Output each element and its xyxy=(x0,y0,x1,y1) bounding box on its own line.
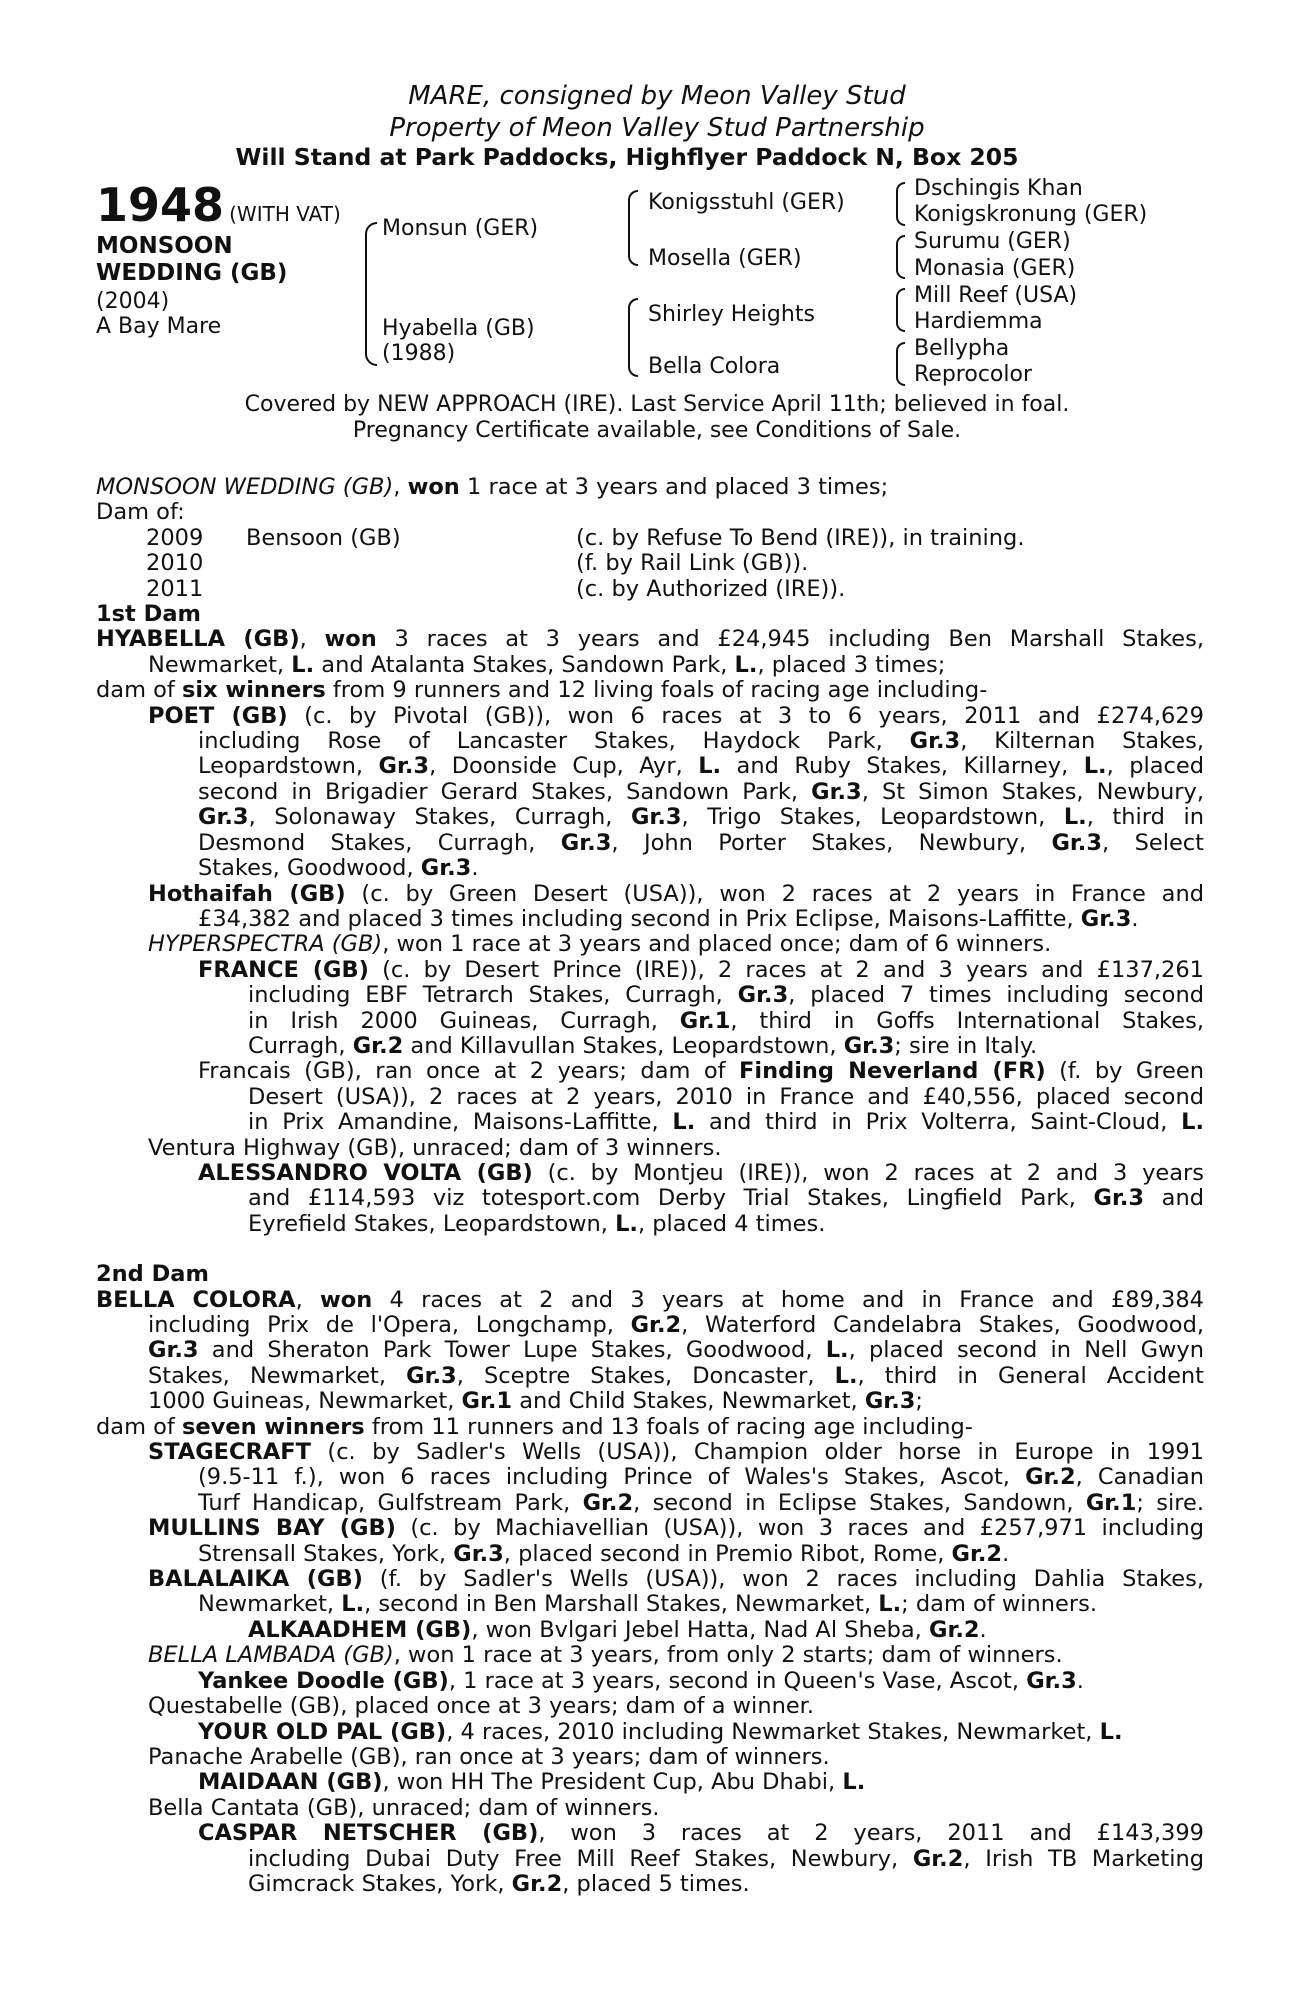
pedigree-brace-ds xyxy=(896,288,905,332)
france-line: including EBF Tetrarch Stakes, Curragh, Gr.3, placed 7 times including second xyxy=(248,982,1204,1009)
stagecraft-line: (9.5-11 f.), won 6 races including Prince of Wales's Stakes, Ascot, Gr.2, Canadian xyxy=(198,1464,1204,1491)
pedigree-dam: Hyabella (GB) xyxy=(382,316,535,341)
stagecraft-line: Turf Handicap, Gulfstream Park, Gr.2, second in Eclipse Stakes, Sandown, Gr.1; sire. xyxy=(198,1489,1204,1516)
horse-name-2: WEDDING (GB) xyxy=(96,260,288,286)
yankee-line: Yankee Doodle (GB), 1 race at 3 years, second in Queen's Vase, Ascot, Gr.3. xyxy=(198,1667,1084,1694)
covered-line2: Pregnancy Certificate available, see Conditions of Sale. xyxy=(352,418,962,443)
header-consignor: MARE, consigned by Meon Valley Stud xyxy=(408,81,906,111)
second-dam-line: BELLA COLORA, won 4 races at 2 and 3 years at home and in France and £89,384 xyxy=(96,1286,1204,1313)
first-dam-heading: 1st Dam xyxy=(96,601,201,628)
poet-line: Gr.3, Solonaway Stakes, Curragh, Gr.3, Trigo Stakes, Leopardstown, L., third in xyxy=(198,804,1204,831)
horse-description: A Bay Mare xyxy=(96,314,222,339)
pedigree-sd: Mosella (GER) xyxy=(648,246,802,271)
pedigree-brace-sd xyxy=(896,235,905,279)
pedigree-ds: Shirley Heights xyxy=(648,302,815,327)
vat-label: (WITH VAT) xyxy=(229,202,341,226)
pedigree-sdd: Monasia (GER) xyxy=(914,256,1076,281)
horse-year: (2004) xyxy=(96,289,170,314)
hothaifah-line: £34,382 and placed 3 times including second in Prix Eclipse, Maisons-Laffitte, Gr.3. xyxy=(198,905,1139,932)
lot-number-value: 1948 xyxy=(96,178,225,232)
second-dam-line: including Prix de l'Opera, Longchamp, Gr.2, Waterford Candelabra Stakes, Goodwood, xyxy=(148,1312,1204,1338)
francais-line: Desert (USA)), 2 races at 2 years, 2010 in France and £40,556, placed second xyxy=(248,1083,1204,1110)
balalaika-line: Newmarket, L., second in Ben Marshall Stakes, Newmarket, L.; dam of winners. xyxy=(198,1591,1098,1618)
second-dam-line: 1000 Guineas, Newmarket, Gr.1 and Child Stakes, Newmarket, Gr.3; xyxy=(148,1388,923,1415)
pedigree-sss: Dschingis Khan xyxy=(914,176,1083,201)
header-property: Property of Meon Valley Stud Partnership xyxy=(389,113,925,143)
pedigree-dds: Bellypha xyxy=(914,336,1010,361)
produce-row: 2011 (c. by Authorized (IRE)). xyxy=(146,575,846,602)
panache-line: Panache Arabelle (GB), ran once at 3 years; dam of winners. xyxy=(148,1743,830,1770)
covered-line1: Covered by NEW APPROACH (IRE). Last Service April 11th; believed in foal. xyxy=(244,392,1070,417)
balalaika-line: BALALAIKA (GB) (f. by Sadler's Wells (USA)), won 2 races including Dahlia Stakes, xyxy=(148,1566,1204,1593)
pedigree-brace-ss xyxy=(896,182,905,226)
hothaifah-line: Hothaifah (GB) (c. by Green Desert (USA)), won 2 races at 2 years in France and xyxy=(148,880,1204,907)
horse-name-1: MONSOON xyxy=(96,233,233,259)
produce-row: 2009 Bensoon (GB) (c. by Refuse To Bend (IRE)), in training. xyxy=(146,524,1025,551)
stagecraft-line: STAGECRAFT (c. by Sadler's Wells (USA)), Champion older horse in Europe in 1991 xyxy=(148,1439,1204,1466)
poet-line: Leopardstown, Gr.3, Doonside Cup, Ayr, L. and Ruby Stakes, Killarney, L., placed xyxy=(198,753,1205,780)
alessandro-line: ALESSANDRO VOLTA (GB) (c. by Montjeu (IRE)), won 2 races at 2 and 3 years xyxy=(198,1159,1204,1186)
maidaan-line: MAIDAAN (GB), won HH The President Cup, Abu Dhabi, L. xyxy=(198,1769,866,1796)
ventura-line: Ventura Highway (GB), unraced; dam of 3 winners. xyxy=(148,1134,722,1161)
pedigree-dsd: Hardiemma xyxy=(914,309,1043,334)
first-dam-dam-of: dam of six winners from 9 runners and 12 living foals of racing age including- xyxy=(96,677,988,704)
poet-line: POET (GB) (c. by Pivotal (GB)), won 6 races at 3 to 6 years, 2011 and £274,629 xyxy=(148,702,1204,729)
pedigree-brace-dam xyxy=(628,298,638,377)
pedigree-brace-main xyxy=(365,222,377,366)
pedigree-ss: Konigsstuhl (GER) xyxy=(648,190,845,215)
caspar-line: CASPAR NETSCHER (GB), won 3 races at 2 years, 2011 and £143,399 xyxy=(198,1820,1205,1847)
poet-line: Desmond Stakes, Curragh, Gr.3, John Porter Stakes, Newbury, Gr.3, Select xyxy=(198,829,1204,856)
second-dam-line: Stakes, Newmarket, Gr.3, Sceptre Stakes, Doncaster, L., third in General Accident xyxy=(148,1362,1204,1389)
poet-line: Stakes, Goodwood, Gr.3. xyxy=(198,855,479,882)
alkaadhem-line: ALKAADHEM (GB), won Bvlgari Jebel Hatta, Nad Al Sheba, Gr.2. xyxy=(248,1616,987,1643)
first-dam-line: HYABELLA (GB), won 3 races at 3 years and £24,945 including Ben Marshall Stakes, xyxy=(96,626,1205,653)
cantata-line: Bella Cantata (GB), unraced; dam of winners. xyxy=(148,1794,660,1821)
francais-line: in Prix Amandine, Maisons-Laffitte, L. and third in Prix Volterra, Saint-Cloud, L. xyxy=(248,1109,1205,1136)
mullins-line: MULLINS BAY (GB) (c. by Machiavellian (USA)), won 3 races and £257,971 including xyxy=(148,1515,1204,1542)
produce-row: 2010 (f. by Rail Link (GB)). xyxy=(146,550,809,577)
france-line: Curragh, Gr.2 and Killavullan Stakes, Leopardstown, Gr.3; sire in Italy. xyxy=(248,1032,1038,1059)
mullins-line: Strensall Stakes, York, Gr.3, placed second in Premio Ribot, Rome, Gr.2. xyxy=(198,1540,1010,1567)
second-dam-dam-of: dam of seven winners from 11 runners and 13 foals of racing age including- xyxy=(96,1413,973,1440)
pedigree-sire: Monsun (GER) xyxy=(382,216,539,241)
dam-of-label: Dam of: xyxy=(96,499,185,526)
francais-line: Francais (GB), ran once at 2 years; dam of Finding Neverland (FR) (f. by Green xyxy=(198,1058,1204,1085)
france-line: in Irish 2000 Guineas, Curragh, Gr.1, third in Goffs International Stakes, xyxy=(248,1007,1204,1034)
lot-number xyxy=(96,180,341,230)
yop-line: YOUR OLD PAL (GB), 4 races, 2010 including Newmarket Stakes, Newmarket, L. xyxy=(198,1718,1123,1745)
pedigree-dss: Mill Reef (USA) xyxy=(914,283,1078,308)
poet-line: second in Brigadier Gerard Stakes, Sandown Park, Gr.3, St Simon Stakes, Newbury, xyxy=(198,778,1204,805)
alessandro-line: Eyrefield Stakes, Leopardstown, L., placed 4 times. xyxy=(248,1210,826,1237)
pedigree-dd: Bella Colora xyxy=(648,354,781,379)
caspar-line: Gimcrack Stakes, York, Gr.2, placed 5 times. xyxy=(248,1870,750,1897)
second-dam-line: Gr.3 and Sheraton Park Tower Lupe Stakes, Goodwood, L., placed second in Nell Gwyn xyxy=(148,1337,1204,1364)
catalogue-body xyxy=(96,475,1204,1897)
questabelle-line: Questabelle (GB), placed once at 3 years; dam of a winner. xyxy=(148,1693,815,1720)
lambada-line: BELLA LAMBADA (GB), won 1 race at 3 years, from only 2 starts; dam of winners. xyxy=(148,1642,1063,1669)
pedigree-dam-year: (1988) xyxy=(382,341,456,366)
caspar-line: including Dubai Duty Free Mill Reef Stakes, Newbury, Gr.2, Irish TB Marketing xyxy=(248,1845,1205,1872)
pedigree-brace-sire xyxy=(628,190,638,266)
poet-line: including Rose of Lancaster Stakes, Haydock Park, Gr.3, Kilternan Stakes, xyxy=(198,728,1204,755)
second-dam-heading: 2nd Dam xyxy=(96,1261,209,1288)
alessandro-line: and £114,593 viz totesport.com Derby Trial Stakes, Lingfield Park, Gr.3 and xyxy=(248,1185,1205,1212)
header-location: Will Stand at Park Paddocks, Highflyer Paddock N, Box 205 xyxy=(235,143,1019,171)
pedigree-ssd: Konigskronung (GER) xyxy=(914,202,1148,227)
hyperspectra-line: HYPERSPECTRA (GB), won 1 race at 3 years and placed once; dam of 6 winners. xyxy=(148,931,1052,958)
france-line: FRANCE (GB) (c. by Desert Prince (IRE)), 2 races at 2 and 3 years and £137,261 xyxy=(198,956,1204,983)
pedigree-brace-dd xyxy=(896,342,905,386)
mare-record: MONSOON WEDDING (GB), won 1 race at 3 years and placed 3 times; xyxy=(96,474,889,500)
pedigree-ddd: Reprocolor xyxy=(914,362,1032,387)
first-dam-line: Newmarket, L. and Atalanta Stakes, Sandown Park, L., placed 3 times; xyxy=(148,651,946,678)
pedigree-sds: Surumu (GER) xyxy=(914,229,1071,254)
